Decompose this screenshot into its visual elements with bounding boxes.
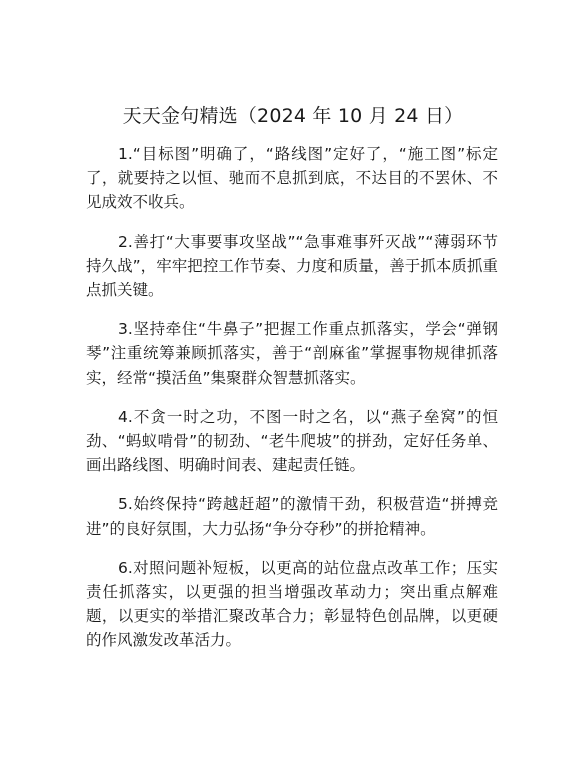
document-title: 天天金句精选（2024 年 10 月 24 日） bbox=[122, 105, 464, 127]
paragraph-1: 1.“目标图”明确了，“路线图”定好了，“施工图”标定了，就要持之以恒、驰而不息抓到底，不达目的不罢休、不见成效不收兵。 bbox=[86, 145, 498, 212]
paragraph-5: 5.始终保持“跨越赶超”的激情干劲，积极营造“拼搏竞进”的良好氛围，大力弘扬“争分夺秒”的拼抢精神。 bbox=[86, 495, 498, 538]
document-body bbox=[86, 142, 498, 668]
paragraph-4: 4.不贪一时之功，不图一时之名，以“燕子垒窝”的恒劲、“蚂蚁啃骨”的韧劲、“老牛爬坡”的拼劲，定好任务单、画出路线图、明确时间表、建起责任链。 bbox=[86, 407, 498, 475]
paragraph-6: 6.对照问题补短板，以更高的站位盘点改革工作；压实责任抓落实，以更强的担当增强改革动力；突出重点解难题，以更实的举措汇聚改革合力；彰显特色创品牌，以更硬的作风激发改革活力。 bbox=[86, 558, 498, 650]
paragraph-3: 3.坚持牵住“牛鼻子”把握工作重点抓落实，学会“弹钢琴”注重统筹兼顾抓落实，善于“剖麻雀”掌握事物规律抓落实，经常“摸活鱼”集聚群众智慧抓落实。 bbox=[86, 320, 498, 387]
paragraph-2: 2.善打“大事要事攻坚战”“急事难事歼灭战”“薄弱环节持久战”，牢牢把控工作节奏、力度和质量，善于抓本质抓重点抓关键。 bbox=[86, 232, 498, 300]
